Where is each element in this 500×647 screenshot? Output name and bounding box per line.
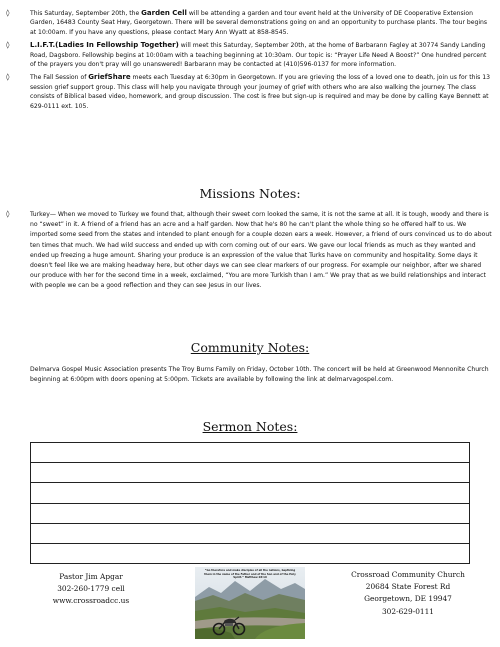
bullet-icon: ◊: [6, 9, 10, 17]
sermon-notes-row[interactable]: [31, 523, 470, 543]
announcement-text: The Fall Session of GriefShare meets each Tuesday at 6:30pm in Georgetown. If you are grieving the loss of a loved one to death, join us for this 13 session grief support group. This class will help you navigate through your journey of grief with others who are also walking the journey. The class consists of Biblical based video, homework, and group discussion. The cost is free but sign-up is required and may be done by calling Kaye Bennett at 629-0111 ext. 105.: [30, 73, 491, 110]
missions-text: Turkey— When we moved to Turkey we found that, although their sweet corn looked the same, it is not the same at all. It is tough, woody and there is no “sweet” in it. A friend of a friend has an acre and a half garden. Now that he's 80 he can't plant the whole thing so he offered half to us. We imported some seed from the states and intended to plant enough for a couple dozen ears a week. However, a friend of ours convinced us to do about ten times that much. We had wild success and ended up with corn coming out of our ears. We gave our local friends as much as they wanted and ended up freezing a huge amount. Sharing your produce is an expression of the value that Turks have on community and hospitality. Some days it doesn't feel like we are making headway here, but other days we can see clear markers of our progress. For example our neighbor, after we shared our produce with her for the second time in a week, exclaimed, “You are more Turkish than I am.” We pray that as we build relationships and interact with people we can be a good reflection and they can see Jesus in our lives.: [30, 211, 492, 290]
photo-caption: “Go therefore and make disciples of all the nations, baptizing them in the name of the Father and of the Son and of the Holy Spirit.” Matthew 28:19: [204, 569, 296, 580]
church-website: www.crossroadcc.us: [52, 596, 130, 605]
sermon-notes-table: [30, 442, 470, 564]
announcement-griefshare: [6, 73, 492, 111]
church-city: Georgetown, DE 19947: [364, 594, 452, 604]
church-phone: 302-629-0111: [381, 606, 435, 616]
pastor-phone: 302-260-1779 cell: [57, 584, 125, 593]
church-name: Crossroad Community Church: [351, 570, 465, 579]
church-contact: [336, 569, 480, 618]
announcement-garden-cell: [6, 9, 492, 37]
church-address: 20684 State Forest Rd: [365, 582, 451, 592]
sermon-notes-row[interactable]: [31, 463, 470, 483]
missions-notes: [6, 210, 492, 292]
community-text: Delmarva Gospel Music Association presents The Troy Burns Family on Friday, October 10th. The concert will be held at Greenwood Mennonite Church beginning at 6:00pm with doors opening at 5:00pm. Tickets are available by following the link at delmarvagospel.com.: [30, 366, 489, 383]
community-heading: Community Notes:: [190, 340, 310, 355]
sermon-notes-row[interactable]: [31, 443, 470, 463]
bullet-icon: ◊: [6, 210, 10, 218]
bullet-icon: ◊: [6, 73, 10, 82]
pastor-contact: [30, 571, 152, 607]
pastor-name: Pastor Jim Apgar: [59, 572, 123, 581]
sermon-notes-row[interactable]: [31, 503, 470, 523]
motorcycle-photo: [195, 567, 305, 639]
sermon-notes-row[interactable]: [31, 543, 470, 563]
bullet-icon: ◊: [6, 41, 10, 50]
announcement-text: This Saturday, September 20th, the Garden Cell will be attending a garden and tour event held at the University of DE Cooperative Extension Garden, 16483 County Seat Hwy, Georgetown. There will be several demonstrations going on and an opportunity to purchase plants. The tour begins at 10:00am. If you have any questions, please contact Mary Ann Wyatt at 858-8545.: [30, 9, 488, 36]
announcements-list: [6, 9, 492, 115]
missions-heading: Missions Notes:: [199, 186, 301, 201]
announcement-lift: [6, 41, 492, 69]
sermon-notes-row[interactable]: [31, 483, 470, 503]
announcement-text: L.I.F.T.(Ladies In Fellowship Together) will meet this Saturday, September 20th, at the home of Barbarann Fagley at 30774 Sandy Landing Road, Dagsboro. Fellowship begins at 10:00am with a teaching beginning at 10:30am. Our topic is: “Prayer Life Need A Boost?” One hundred percent of the prayers you don't pray will go unanswered! Barbarann may be contacted at (410)596-0137 for more information.: [30, 41, 487, 69]
sermon-heading: Sermon Notes:: [202, 419, 298, 434]
